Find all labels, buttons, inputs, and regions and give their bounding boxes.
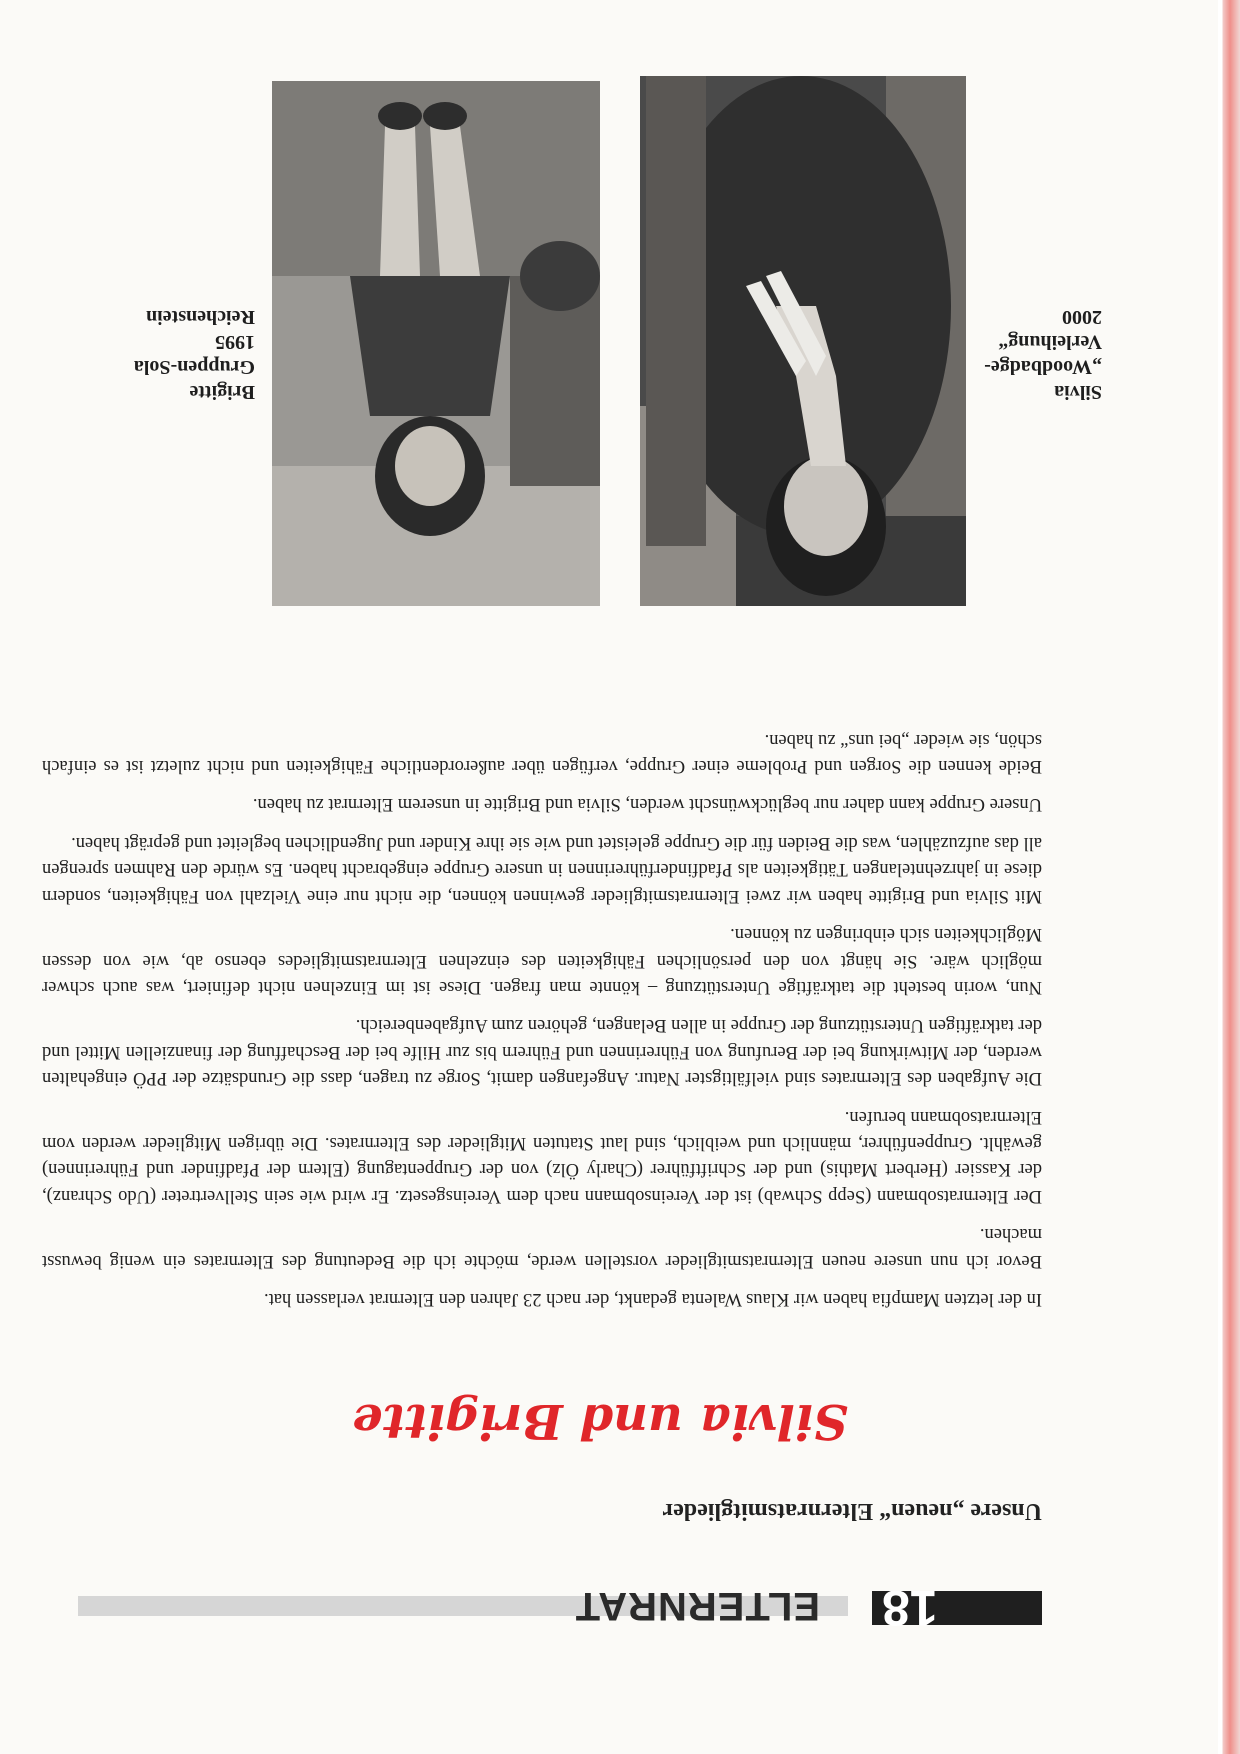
paragraph: Mit Silvia und Brigitte haben wir zwei Elternratsmitglieder gewinnen können, die nicht nur eine Vielzahl von Fähigkeiten, sondern diese in jahrzehntelangen Tätigkeiten als Pfadfinderführerinnen in unsere Gruppe eingebracht haben. Es würde den Rahmen sprengen all das aufzuzählen, was die Beiden für die Gruppe geleistet und wie sie ihre Kinder und Jugendlichen begleitet und geprägt haben.: [42, 832, 1042, 906]
paragraph: Nun, worin besteht die tatkräftige Unterstützung – könnte man fragen. Diese ist im Einzelnen nicht definiert, was auch schwer möglich wäre. Sie hängt von den persönlichen Fähigkeiten des einzelnen Elternratsmitgliedes ebenso ab, wie von dessen Möglichkeiten sich einbringen zu können.: [42, 924, 1042, 997]
page-number: 18: [882, 1580, 938, 1636]
caption-line: „Woodbadge-: [984, 356, 1102, 378]
script-title: Silvia und Brigitte: [352, 1393, 848, 1449]
caption-line: Reichenstein: [146, 306, 255, 328]
photo-brigitte: [272, 81, 600, 606]
photo-brigitte-image: [272, 81, 600, 606]
caption-silvia: [972, 304, 1102, 404]
paragraph: In der letzten Mampfia haben wir Klaus Walenta gedankt, der nach 23 Jahren den Elternrat verlassen hat.: [264, 1289, 1042, 1309]
caption-line: 1995: [215, 331, 255, 353]
paragraph: Bevor ich nun unsere neuen Elternratsmitglieder vorstellen werde, möchte ich die Bedeutung des Elternrates ein wenig bewusst machen.: [42, 1224, 1042, 1271]
article-title: Unsere „neuen“ Elternratsmitglieder: [662, 1498, 1042, 1524]
paragraph: Die Aufgaben des Elternrates sind vielfältigster Natur. Angefangen damit, Sorge zu tragen, dass die Grundsätze der PPÖ eingehalten werden, der Mitwirkung bei der Berufung von Führerinnen und Führern bis zur Hilfe bei der Beschaffung der finanziellen Mittel und der tatkräftigen Unterstützung der Gruppe in allen Belangen, gehören zum Aufgabenbereich.: [42, 1015, 1042, 1089]
caption-line: Silvia: [1054, 381, 1102, 403]
caption-line: Gruppen-Sola: [133, 356, 255, 378]
caption-line: Verleihung“: [998, 331, 1102, 353]
photo-silvia-image: [640, 76, 966, 606]
paragraph: Unsere Gruppe kann daher nur beglückwünscht werden, Silvia und Brigitte in unserem Elternrat zu haben.: [252, 794, 1042, 815]
article-body: [42, 714, 1042, 1312]
photo-silvia: [640, 76, 966, 606]
caption-brigitte: [115, 304, 255, 404]
section-title: ELTERNRAT: [574, 1584, 820, 1628]
caption-line: 2000: [1062, 306, 1102, 328]
paragraph: Der Elternratsobmann (Sepp Schwab) ist der Vereinsobmann nach dem Vereinsgesetz. Er wird wie sein Stellvertreter (Udo Schranz), der Kassier (Herbert Mathis) und der Schriftführer (Charly Ölz) von der Gruppentagung (Eltern der Pfadfinder und Führerinnen) gewählt. Gruppenführer, männlich und weiblich, sind laut Statuten Mitglieder des Elternrates. Die übrigen Mitglieder werden vom Elternratsobmann berufen.: [42, 1106, 1042, 1206]
paragraph: Beide kennen die Sorgen und Probleme einer Gruppe, verfügen über außerordentliche Fähigkeiten und nicht zuletzt ist es einfach schön, sie wieder „bei uns“ zu haben.: [42, 729, 1042, 777]
caption-line: Brigitte: [189, 381, 255, 403]
